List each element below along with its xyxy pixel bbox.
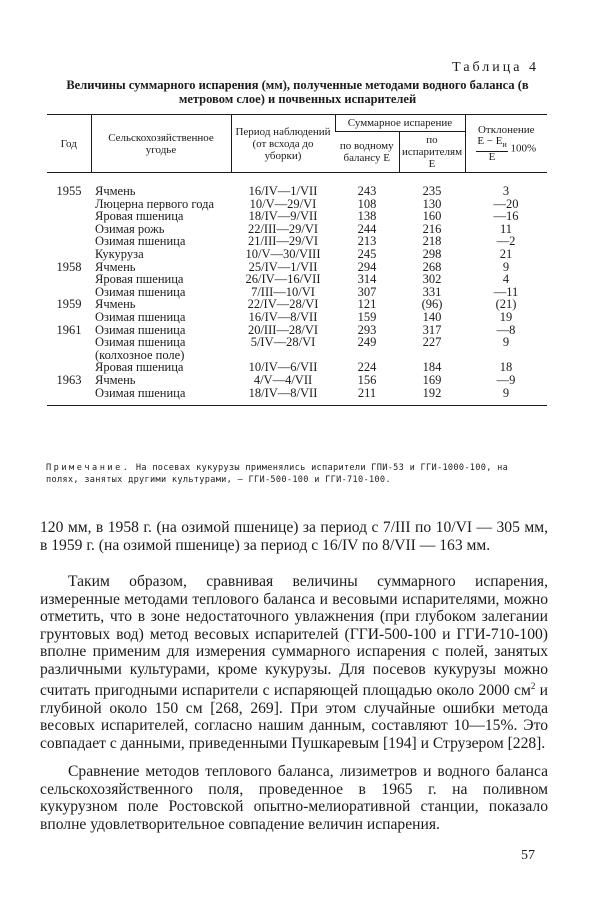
row-water-balance: 121 <box>357 297 377 312</box>
row-evaporator: 302 <box>422 272 442 287</box>
row-year <box>47 311 91 324</box>
paragraph-conclusion: Таким образом, сравнивая величины суммарного испарения, измеренные методами теплового баланса и весовыми испарителями, можно отметить, что в зоне недостаточного увлажнения (при глубоком залегании грунтовых вод) метод весовых испарителей (ГГИ-500-100 и ГГИ-710-100) вполне применим для измерения суммарного испарения с полей, занятых различными культурами, кроме кукурузы. Для посевов кукурузы можно считать пригодными испарители с испаряющей площадью около 2000 $см^2$ и глубиной около 150 см [268, 269]. При этом случайные ошибки метода весовых испарителей, согласно нашим данным, составляют 10—15%. Это совпадает с данными, приведенными Пушкаревым [194] и Струзером [228]. <box>40 573 548 752</box>
paragraph-continuation: 120 мм, в 1958 г. (на озимой пшенице) за период с 7/III по 10/VI — 305 мм, в 1959 г. (на озимой пшенице) за период с 16/IV по 8/VII — 163 мм. <box>40 519 548 554</box>
row-crop: Яровая пшеница <box>95 272 184 287</box>
row-deviation: —20 <box>493 196 519 211</box>
row-crop: Озимая рожь <box>95 221 165 236</box>
row-period: 10/IV—6/VII <box>248 360 318 375</box>
row-water-balance: 138 <box>357 209 377 224</box>
row-deviation: —11 <box>493 284 519 299</box>
row-deviation: 18 <box>499 360 513 375</box>
row-crop: Яровая пшеница <box>95 209 184 224</box>
row-year <box>47 387 91 406</box>
header-deviation: Отклонение $\frac{E - E_и}{E}$ 100% <box>465 115 547 173</box>
row-water-balance: 244 <box>357 221 377 236</box>
row-crop: Люцерна первого года <box>95 196 215 211</box>
table-row <box>47 173 547 198</box>
row-deviation: 21 <box>499 246 513 261</box>
table-number: Таблица 4 <box>452 60 539 75</box>
row-period: 18/IV—8/VII <box>231 387 335 406</box>
header-crop: Сельскохозяйственное угодье <box>91 115 231 173</box>
table-row <box>47 248 547 261</box>
row-year <box>47 235 91 248</box>
row-crop: Озимая пшеница (колхозное поле) <box>95 335 186 362</box>
table-note <box>46 462 546 486</box>
row-evaporator: 184 <box>422 360 442 375</box>
row-water-balance: 245 <box>357 246 377 261</box>
row-deviation: 4 <box>502 272 510 287</box>
row-crop: Ячмень <box>95 372 136 387</box>
row-deviation: 9 <box>465 387 547 406</box>
row-period: 5/IV—28/VI <box>250 335 316 350</box>
row-period: 25/IV—1/VII <box>248 259 318 274</box>
row-period: 18/IV—9/VII <box>248 209 318 224</box>
row-year <box>47 210 91 223</box>
header-period: Период наблюдений (от всхода до уборки) <box>231 115 335 173</box>
row-evaporator: 130 <box>422 196 442 211</box>
row-period: 21/III—29/VI <box>247 234 319 249</box>
table-row <box>47 387 547 406</box>
row-deviation: 9 <box>502 259 510 274</box>
row-year: 1961 <box>56 322 82 337</box>
row-crop: Озимая пшеница <box>95 309 186 324</box>
row-deviation: 11 <box>499 221 513 236</box>
header-year: Год <box>47 115 91 173</box>
row-evaporator: 331 <box>422 284 442 299</box>
row-deviation: (21) <box>495 297 517 312</box>
row-year: 1963 <box>56 372 82 387</box>
table-row <box>47 336 547 361</box>
row-crop: Ячмень <box>95 259 136 274</box>
note-text: На посевах кукурузы применялись испарители ГПИ-53 и ГГИ-1000-100, на полях, занятых другими культурами, — ГГИ-500-100 и ГГИ-710-100. <box>46 463 509 485</box>
row-deviation: 9 <box>502 335 510 350</box>
row-evaporator: 140 <box>422 309 442 324</box>
row-evaporator: 235 <box>422 184 442 198</box>
row-deviation: 19 <box>499 309 513 324</box>
header-total-evaporation: Суммарное испарение <box>335 115 465 132</box>
row-water-balance: 211 <box>335 387 399 406</box>
row-period: 16/IV—8/VII <box>248 309 318 324</box>
paragraph-comparison: Сравнение методов теплового баланса, лизиметров и водного баланса сельскохозяйственного поля, проведенное в 1965 г. на поливном кукурузном поле Ростовской опытно-мелиоративной станции, показало вполне удовлетворительное совпадение величин испарения. <box>40 763 548 833</box>
row-period: 22/IV—28/VI <box>247 297 319 312</box>
row-year <box>47 336 91 361</box>
row-water-balance: 249 <box>357 335 377 350</box>
row-evaporator: 218 <box>422 234 442 249</box>
row-deviation: 3 <box>502 184 510 198</box>
row-period: 20/III—28/VI <box>247 322 319 337</box>
row-water-balance: 314 <box>357 272 377 287</box>
row-crop: Ячмень <box>95 297 136 312</box>
row-period: 10/V—30/VIII <box>245 246 321 261</box>
row-evaporator: 192 <box>399 387 465 406</box>
row-water-balance: 294 <box>357 259 377 274</box>
row-deviation: —9 <box>496 372 516 387</box>
row-crop: Озимая пшеница <box>95 234 186 249</box>
row-water-balance: 293 <box>357 322 377 337</box>
row-year: 1955 <box>56 184 82 198</box>
row-period: 10/V—29/VI <box>249 196 317 211</box>
table-row <box>47 374 547 387</box>
row-evaporator: (96) <box>421 297 443 312</box>
row-year <box>47 223 91 236</box>
row-crop: Кукуруза <box>95 246 144 261</box>
row-crop: Яровая пшеница <box>95 360 184 375</box>
row-crop: Озимая пшеница <box>95 322 186 337</box>
deviation-formula: $\frac{E - E_и}{E}$ <box>477 135 507 163</box>
row-period: 4/V—4/VII <box>253 372 313 387</box>
row-period: 26/IV—16/VII <box>245 272 321 287</box>
row-year: 1959 <box>56 297 82 312</box>
row-crop: Озимая пшеница <box>91 387 231 406</box>
row-evaporator: 298 <box>422 246 442 261</box>
row-period: 16/IV—1/VII <box>248 184 318 198</box>
deviation-label: Отклонение <box>477 124 535 137</box>
row-evaporator: 216 <box>422 221 442 236</box>
note-label: Примечание. <box>46 463 131 473</box>
row-crop: Ячмень <box>95 184 136 198</box>
row-evaporator: 160 <box>422 209 442 224</box>
table-row <box>47 210 547 223</box>
row-deviation: —2 <box>496 234 516 249</box>
header-evaporators: по испарителям E <box>399 132 465 173</box>
row-evaporator: 227 <box>422 335 442 350</box>
row-year <box>47 248 91 261</box>
row-evaporator: 169 <box>422 372 442 387</box>
row-water-balance: 307 <box>357 284 377 299</box>
row-evaporator: 317 <box>422 322 442 337</box>
row-deviation: —8 <box>496 322 516 337</box>
row-year: 1958 <box>56 259 82 274</box>
row-water-balance: 213 <box>357 234 377 249</box>
row-year <box>47 198 91 211</box>
row-evaporator: 268 <box>422 259 442 274</box>
evaporation-table <box>47 114 547 406</box>
row-water-balance: 159 <box>357 309 377 324</box>
row-water-balance: 243 <box>357 184 377 198</box>
row-crop: Озимая пшеница <box>95 284 186 299</box>
table-caption: Величины суммарного испарения (мм), полученные методами водного баланса (в метровом слое) и почвенных испарителей <box>66 78 529 106</box>
page-number: 57 <box>521 848 535 863</box>
table-body <box>47 173 547 406</box>
row-water-balance: 156 <box>357 372 377 387</box>
table-row <box>47 273 547 286</box>
row-deviation: —16 <box>493 209 519 224</box>
row-period: 22/III—29/VI <box>247 221 319 236</box>
row-year <box>47 273 91 286</box>
row-period: 7/III—10/VI <box>251 284 315 299</box>
header-water-balance: по водному балансу E <box>335 132 399 173</box>
row-water-balance: 224 <box>357 360 377 375</box>
table-row <box>47 311 547 324</box>
row-water-balance: 108 <box>357 196 377 211</box>
